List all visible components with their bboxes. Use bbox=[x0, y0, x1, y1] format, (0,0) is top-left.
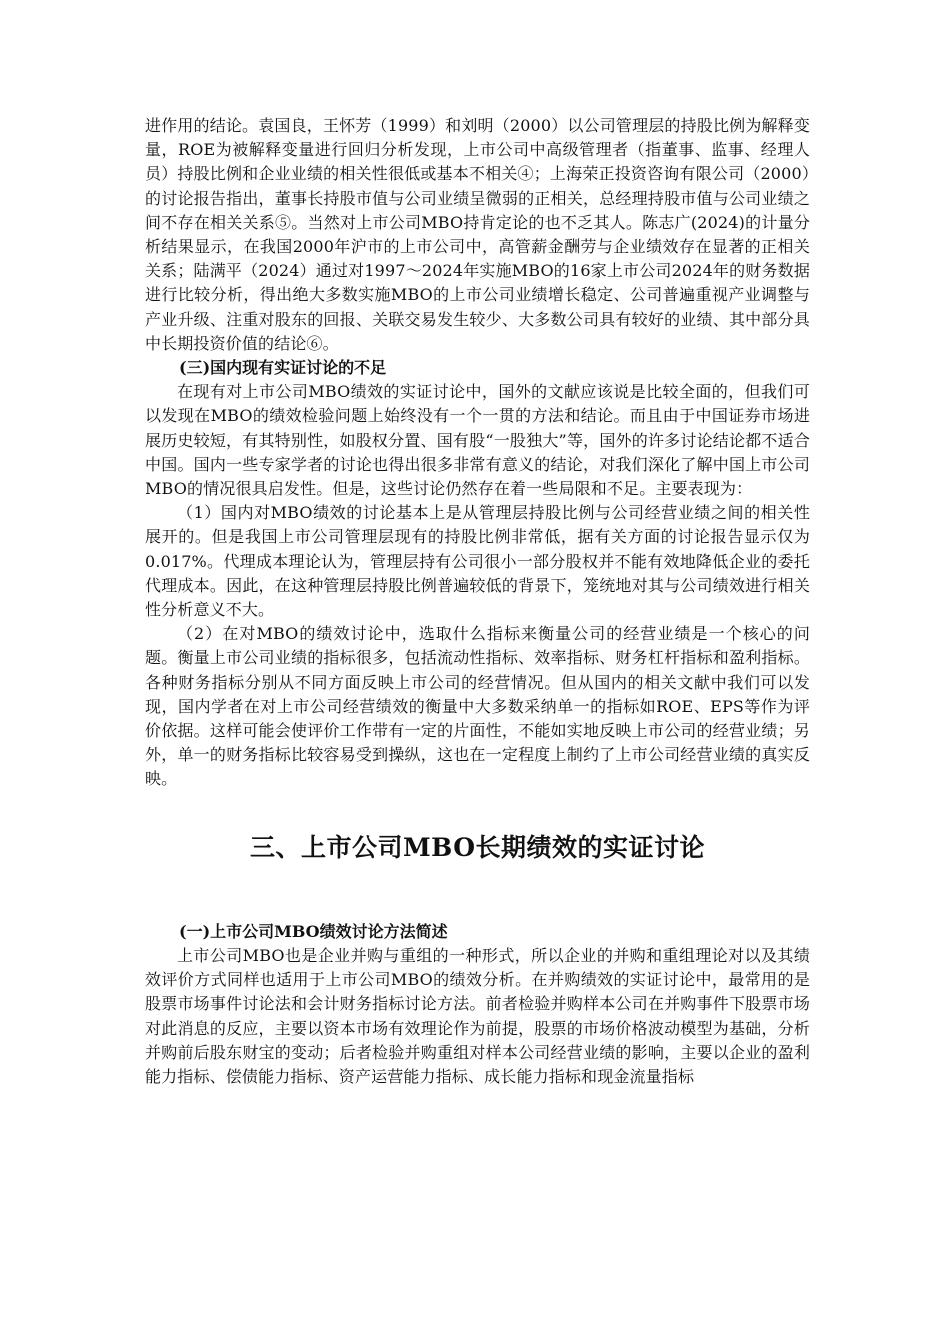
body-paragraph-conclusions: 进作用的结论。袁国良，王怀芳（1999）和刘明（2000）以公司管理层的持股比例为解释变量，ROE为被解释变量进行回归分析发现，上市公司中高级管理者（指董事、监事、经理人员）持股比例和企业业绩的相关性很低或基本不相关④；上海荣正投资咨询有限公司（2000）的讨论报告指出，董事长持股市值与公司业绩呈微弱的正相关，总经理持股市值与公司业绩之间不存在相关关系⑤。当然对上市公司MBO持肯定论的也不乏其人。陈志广(2024)的计量分析结果显示，在我国2000年沪市的上市公司中，高管薪金酬劳与企业绩效存在显著的正相关关系；陆满平（2024）通过对1997～2024年实施MBO的16家上市公司2024年的财务数据进行比较分析，得出绝大多数实施MBO的上市公司业绩增长稳定、公司普遍重视产业调整与产业升级、注重对股东的回报、关联交易发生较少、大多数公司具有较好的业绩、其中部分具中长期投资价值的结论⑥。 bbox=[145, 116, 810, 353]
body-paragraph-point-1: （1）国内对MBO绩效的讨论基本上是从管理层持股比例与公司经营业绩之间的相关性展开的。但是我国上市公司管理层现有的持股比例非常低，据有关方面的讨论报告显示仅为0.017%。代理成本理论认为，管理层持有公司很小一部分股权并不能有效地降低企业的委托代理成本。因此，在这种管理层持股比例普遍较低的背景下，笼统地对其与公司绩效进行相关性分析意义不大。 bbox=[145, 503, 810, 620]
body-paragraph-methods: 上市公司MBO也是企业并购与重组的一种形式，所以企业的并购和重组理论对以及其绩效评价方式同样也适用于上市公司MBO的绩效分析。在并购绩效的实证讨论中，最常用的是股票市场事件讨论法和会计财务指标讨论方法。前者检验并购样本公司在并购事件下股票市场对此消息的反应，主要以资本市场有效理论作为前提，股票的市场价格波动模型为基础，分析并购前后股东财宝的变动；后者检验并购重组对样本公司经营业绩的影响，主要以企业的盈利能力指标、偿债能力指标、资产运营能力指标、成长能力指标和现金流量指标 bbox=[145, 945, 810, 1086]
spacer bbox=[145, 864, 810, 920]
subsection-heading-domestic-shortcomings: (三)国内现有实证讨论的不足 bbox=[179, 358, 387, 378]
subsection-heading-methods: (一)上市公司MBO绩效讨论方法简述 bbox=[179, 921, 448, 941]
body-paragraph-point-2: （2）在对MBO的绩效讨论中，选取什么指标来衡量公司的经营业绩是一个核心的问题。衡量上市公司业绩的指标很多，包括流动性指标、效率指标、财务杠杆指标和盈利指标。各种财务指标分别从不同方面反映上市公司的经营情况。但从国内的相关文献中我们可以发现，国内学者在对上市公司经营绩效的衡量中大多数采纳单一的指标如ROE、EPS等作为评价依据。这样可能会使评价工作带有一定的片面性，不能如实地反映上市公司的经营业绩；另外，单一的财务指标比较容易受到操纵，这也在一定程度上制约了上市公司经营业绩的真实反映。 bbox=[145, 624, 810, 789]
document-page bbox=[145, 114, 810, 1089]
section-title: 三、上市公司MBO长期绩效的实证讨论 bbox=[249, 832, 706, 862]
body-paragraph-shortcomings-intro: 在现有对上市公司MBO绩效的实证讨论中，国外的文献应该说是比较全面的，但我们可以发现在MBO的绩效检验问题上始终没有一个一贯的方法和结论。而且由于中国证券市场进展历史较短，有其特别性，如股权分置、国有股“一股独大”等，国外的许多讨论结论都不适合中国。国内一些专家学者的讨论也得出很多非常有意义的结论，对我们深化了解中国上市公司MBO的情况很具启发性。但是，这些讨论仍然存在着一些局限和不足。主要表现为： bbox=[145, 382, 810, 499]
